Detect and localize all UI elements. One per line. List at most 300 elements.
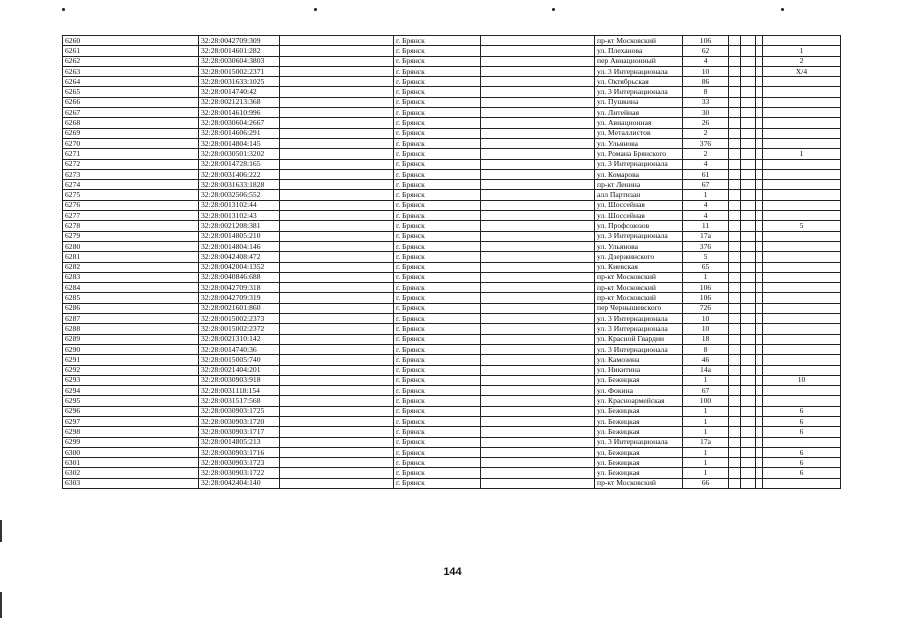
row-number: 6273 [63,169,199,179]
empty-cell [741,272,756,282]
flat-cell [763,87,841,97]
empty-cell [481,108,595,118]
building-cell [729,221,741,231]
flat-cell [763,344,841,354]
empty-cell [280,56,394,66]
empty-cell [481,77,595,87]
house-cell: 5 [683,252,729,262]
city-cell: г. Брянск [394,478,481,488]
empty-cell [756,406,763,416]
street-cell: ул. 3 Интернационала [595,231,683,241]
street-cell: ул. Шоссейная [595,211,683,221]
empty-cell [741,138,756,148]
empty-cell [756,77,763,87]
row-number: 6264 [63,77,199,87]
empty-cell [481,138,595,148]
table-row [63,293,841,303]
house-cell: 376 [683,138,729,148]
empty-cell [280,87,394,97]
scan-dot [314,8,317,11]
city-cell: г. Брянск [394,231,481,241]
empty-cell [741,252,756,262]
house-cell: 2 [683,149,729,159]
empty-cell [280,437,394,447]
cadastral-number: 32:28:0015002:2372 [199,324,280,334]
cadastral-number: 32:28:0021310:142 [199,334,280,344]
empty-cell [741,56,756,66]
empty-cell [481,458,595,468]
house-cell: 4 [683,211,729,221]
table-row [63,355,841,365]
row-number: 6271 [63,149,199,159]
city-cell: г. Брянск [394,324,481,334]
empty-cell [481,36,595,46]
building-cell [729,458,741,468]
empty-cell [280,262,394,272]
cadastral-number: 32:28:0030903:918 [199,375,280,385]
house-cell: 4 [683,159,729,169]
building-cell [729,180,741,190]
building-cell [729,334,741,344]
row-number: 6295 [63,396,199,406]
empty-cell [280,231,394,241]
empty-cell [756,386,763,396]
building-cell [729,468,741,478]
scan-edge-mark [0,592,2,618]
building-cell [729,406,741,416]
city-cell: г. Брянск [394,386,481,396]
street-cell: алл Партизан [595,190,683,200]
cadastral-number: 32:28:0014601:282 [199,46,280,56]
city-cell: г. Брянск [394,36,481,46]
street-cell: ул. 3 Интернационала [595,314,683,324]
empty-cell [481,128,595,138]
building-cell [729,303,741,313]
empty-cell [481,221,595,231]
empty-cell [280,36,394,46]
flat-cell: 6 [763,416,841,426]
empty-cell [481,66,595,76]
row-number: 6297 [63,416,199,426]
empty-cell [280,406,394,416]
table-row [63,56,841,66]
empty-cell [741,293,756,303]
house-cell: 17а [683,231,729,241]
empty-cell [481,262,595,272]
empty-cell [280,200,394,210]
empty-cell [481,87,595,97]
street-cell: пер Чернышевского [595,303,683,313]
row-number: 6281 [63,252,199,262]
building-cell [729,447,741,457]
empty-cell [481,314,595,324]
table-row [63,149,841,159]
city-cell: г. Брянск [394,355,481,365]
cadastral-number: 32:28:0031633:1828 [199,180,280,190]
city-cell: г. Брянск [394,396,481,406]
cadastral-number: 32:28:0014804:145 [199,138,280,148]
empty-cell [280,128,394,138]
empty-cell [280,386,394,396]
house-cell: 376 [683,241,729,251]
empty-cell [741,447,756,457]
flat-cell [763,138,841,148]
street-cell: ул. Бежицкая [595,375,683,385]
empty-cell [481,283,595,293]
table-row [63,437,841,447]
building-cell [729,169,741,179]
building-cell [729,252,741,262]
empty-cell [756,355,763,365]
house-cell: 67 [683,180,729,190]
city-cell: г. Брянск [394,334,481,344]
empty-cell [741,324,756,334]
flat-cell [763,118,841,128]
cadastral-number: 32:28:0014610:996 [199,108,280,118]
empty-cell [280,272,394,282]
empty-cell [741,108,756,118]
building-cell [729,77,741,87]
city-cell: г. Брянск [394,447,481,457]
empty-cell [481,386,595,396]
empty-cell [481,149,595,159]
row-number: 6301 [63,458,199,468]
row-number: 6263 [63,66,199,76]
cadastral-number: 32:28:0013102:44 [199,200,280,210]
empty-cell [741,66,756,76]
table-row [63,262,841,272]
empty-cell [741,149,756,159]
table-row [63,324,841,334]
house-cell: 4 [683,56,729,66]
city-cell: г. Брянск [394,200,481,210]
empty-cell [280,303,394,313]
street-cell: ул. Бежицкая [595,458,683,468]
flat-cell [763,36,841,46]
row-number: 6296 [63,406,199,416]
city-cell: г. Брянск [394,262,481,272]
city-cell: г. Брянск [394,169,481,179]
city-cell: г. Брянск [394,437,481,447]
empty-cell [756,36,763,46]
flat-cell [763,231,841,241]
empty-cell [741,406,756,416]
cadastral-number: 32:28:0030903:1716 [199,447,280,457]
table-row [63,396,841,406]
house-cell: 8 [683,344,729,354]
empty-cell [481,355,595,365]
flat-cell [763,241,841,251]
house-cell: 100 [683,396,729,406]
cadastral-number: 32:28:0042709:319 [199,293,280,303]
house-cell: 18 [683,334,729,344]
empty-cell [280,293,394,303]
empty-cell [741,77,756,87]
house-cell: 1 [683,458,729,468]
city-cell: г. Брянск [394,272,481,282]
street-cell: ул. Дзержинского [595,252,683,262]
house-cell: 726 [683,303,729,313]
building-cell [729,46,741,56]
street-cell: ул. Профсоюзов [595,221,683,231]
empty-cell [280,344,394,354]
row-number: 6285 [63,293,199,303]
empty-cell [756,334,763,344]
empty-cell [481,427,595,437]
city-cell: г. Брянск [394,252,481,262]
row-number: 6298 [63,427,199,437]
empty-cell [756,272,763,282]
empty-cell [756,46,763,56]
street-cell: ул. 3 Интернационала [595,344,683,354]
cadastral-number: 32:28:0031517:568 [199,396,280,406]
city-cell: г. Брянск [394,458,481,468]
row-number: 6302 [63,468,199,478]
empty-cell [756,427,763,437]
empty-cell [756,211,763,221]
empty-cell [756,231,763,241]
row-number: 6283 [63,272,199,282]
building-cell [729,87,741,97]
empty-cell [481,334,595,344]
cadastral-number: 32:28:0030903:1720 [199,416,280,426]
house-cell: 1 [683,375,729,385]
street-cell: пр-кт Московский [595,272,683,282]
empty-cell [756,293,763,303]
flat-cell [763,314,841,324]
street-cell: ул. Ульянова [595,241,683,251]
empty-cell [280,447,394,457]
city-cell: г. Брянск [394,314,481,324]
cadastral-number: 32:28:0042408:472 [199,252,280,262]
building-cell [729,272,741,282]
building-cell [729,324,741,334]
flat-cell [763,396,841,406]
flat-cell: 6 [763,406,841,416]
empty-cell [741,231,756,241]
flat-cell [763,334,841,344]
row-number: 6266 [63,97,199,107]
flat-cell [763,324,841,334]
scan-dot [552,8,555,11]
cadastral-number: 32:28:0014805:210 [199,231,280,241]
building-cell [729,211,741,221]
building-cell [729,241,741,251]
row-number: 6268 [63,118,199,128]
city-cell: г. Брянск [394,190,481,200]
row-number: 6294 [63,386,199,396]
street-cell: ул. Ульянова [595,138,683,148]
empty-cell [280,324,394,334]
cadastral-number: 32:28:0030604:3803 [199,56,280,66]
street-cell: пр-кт Московский [595,293,683,303]
row-number: 6282 [63,262,199,272]
empty-cell [280,169,394,179]
flat-cell [763,355,841,365]
empty-cell [280,118,394,128]
street-cell: ул. Бежицкая [595,416,683,426]
empty-cell [280,211,394,221]
empty-cell [280,252,394,262]
table-row [63,77,841,87]
row-number: 6278 [63,221,199,231]
house-cell: 1 [683,406,729,416]
empty-cell [280,108,394,118]
empty-cell [280,66,394,76]
row-number: 6287 [63,314,199,324]
empty-cell [756,169,763,179]
table-row [63,386,841,396]
building-cell [729,66,741,76]
cadastral-number: 32:28:0030501:3202 [199,149,280,159]
row-number: 6261 [63,46,199,56]
table-row [63,200,841,210]
cadastral-number: 32:28:0013102:43 [199,211,280,221]
empty-cell [756,108,763,118]
table-row [63,241,841,251]
city-cell: г. Брянск [394,303,481,313]
table-row [63,478,841,488]
row-number: 6275 [63,190,199,200]
empty-cell [741,344,756,354]
empty-cell [756,97,763,107]
row-number: 6299 [63,437,199,447]
building-cell [729,190,741,200]
building-cell [729,416,741,426]
row-number: 6260 [63,36,199,46]
street-cell: пр-кт Московский [595,36,683,46]
house-cell: 1 [683,190,729,200]
city-cell: г. Брянск [394,241,481,251]
table-row [63,211,841,221]
table-row [63,108,841,118]
street-cell: ул. Бежицкая [595,468,683,478]
empty-cell [280,180,394,190]
building-cell [729,344,741,354]
flat-cell: 6 [763,447,841,457]
empty-cell [756,221,763,231]
street-cell: ул. Фокина [595,386,683,396]
city-cell: г. Брянск [394,406,481,416]
flat-cell: 6 [763,427,841,437]
row-number: 6303 [63,478,199,488]
flat-cell: 5 [763,221,841,231]
empty-cell [741,427,756,437]
table-row [63,231,841,241]
table-row [63,447,841,457]
building-cell [729,108,741,118]
cadastral-number: 32:28:0014728:165 [199,159,280,169]
cadastral-number: 32:28:0015002:2371 [199,66,280,76]
flat-cell [763,200,841,210]
street-cell: ул. Красной Гвардии [595,334,683,344]
building-cell [729,293,741,303]
building-cell [729,97,741,107]
table-row [63,252,841,262]
row-number: 6289 [63,334,199,344]
empty-cell [481,344,595,354]
empty-cell [741,468,756,478]
table-row [63,272,841,282]
street-cell: пр-кт Ленина [595,180,683,190]
city-cell: г. Брянск [394,97,481,107]
row-number: 6279 [63,231,199,241]
empty-cell [741,478,756,488]
cadastral-number: 32:28:0031633:1025 [199,77,280,87]
table-row [63,468,841,478]
flat-cell [763,293,841,303]
cadastral-number: 32:28:0042709:309 [199,36,280,46]
house-cell: 26 [683,118,729,128]
row-number: 6274 [63,180,199,190]
building-cell [729,283,741,293]
cadastral-number: 32:28:0042004:1352 [199,262,280,272]
empty-cell [756,56,763,66]
cadastral-number: 32:28:0015005:740 [199,355,280,365]
table-row [63,169,841,179]
empty-cell [756,200,763,210]
house-cell: 1 [683,272,729,282]
cadastral-number: 32:28:0014805:213 [199,437,280,447]
empty-cell [741,355,756,365]
empty-cell [481,293,595,303]
row-number: 6290 [63,344,199,354]
page-number: 144 [443,566,462,578]
building-cell [729,314,741,324]
empty-cell [481,46,595,56]
building-cell [729,262,741,272]
table-row [63,36,841,46]
house-cell: 10 [683,324,729,334]
street-cell: ул. Пушкина [595,97,683,107]
street-cell: ул. Авиационная [595,118,683,128]
empty-cell [280,314,394,324]
house-cell: 46 [683,355,729,365]
empty-cell [756,149,763,159]
table-row [63,427,841,437]
empty-cell [741,458,756,468]
building-cell [729,149,741,159]
house-cell: 66 [683,478,729,488]
empty-cell [756,87,763,97]
cadastral-number: 32:28:0030903:1723 [199,458,280,468]
street-cell: пр-кт Московский [595,283,683,293]
table-row [63,416,841,426]
empty-cell [481,231,595,241]
empty-cell [756,66,763,76]
street-cell: ул. Киевская [595,262,683,272]
empty-cell [481,97,595,107]
empty-cell [756,241,763,251]
empty-cell [741,386,756,396]
empty-cell [481,447,595,457]
empty-cell [280,458,394,468]
city-cell: г. Брянск [394,221,481,231]
empty-cell [756,416,763,426]
empty-cell [756,458,763,468]
city-cell: г. Брянск [394,77,481,87]
table-row [63,87,841,97]
property-table [62,35,841,489]
table-row [63,128,841,138]
flat-cell [763,437,841,447]
table-row [63,458,841,468]
empty-cell [756,468,763,478]
flat-cell: 1 [763,46,841,56]
cadastral-number: 32:28:0030903:1722 [199,468,280,478]
building-cell [729,56,741,66]
flat-cell [763,283,841,293]
